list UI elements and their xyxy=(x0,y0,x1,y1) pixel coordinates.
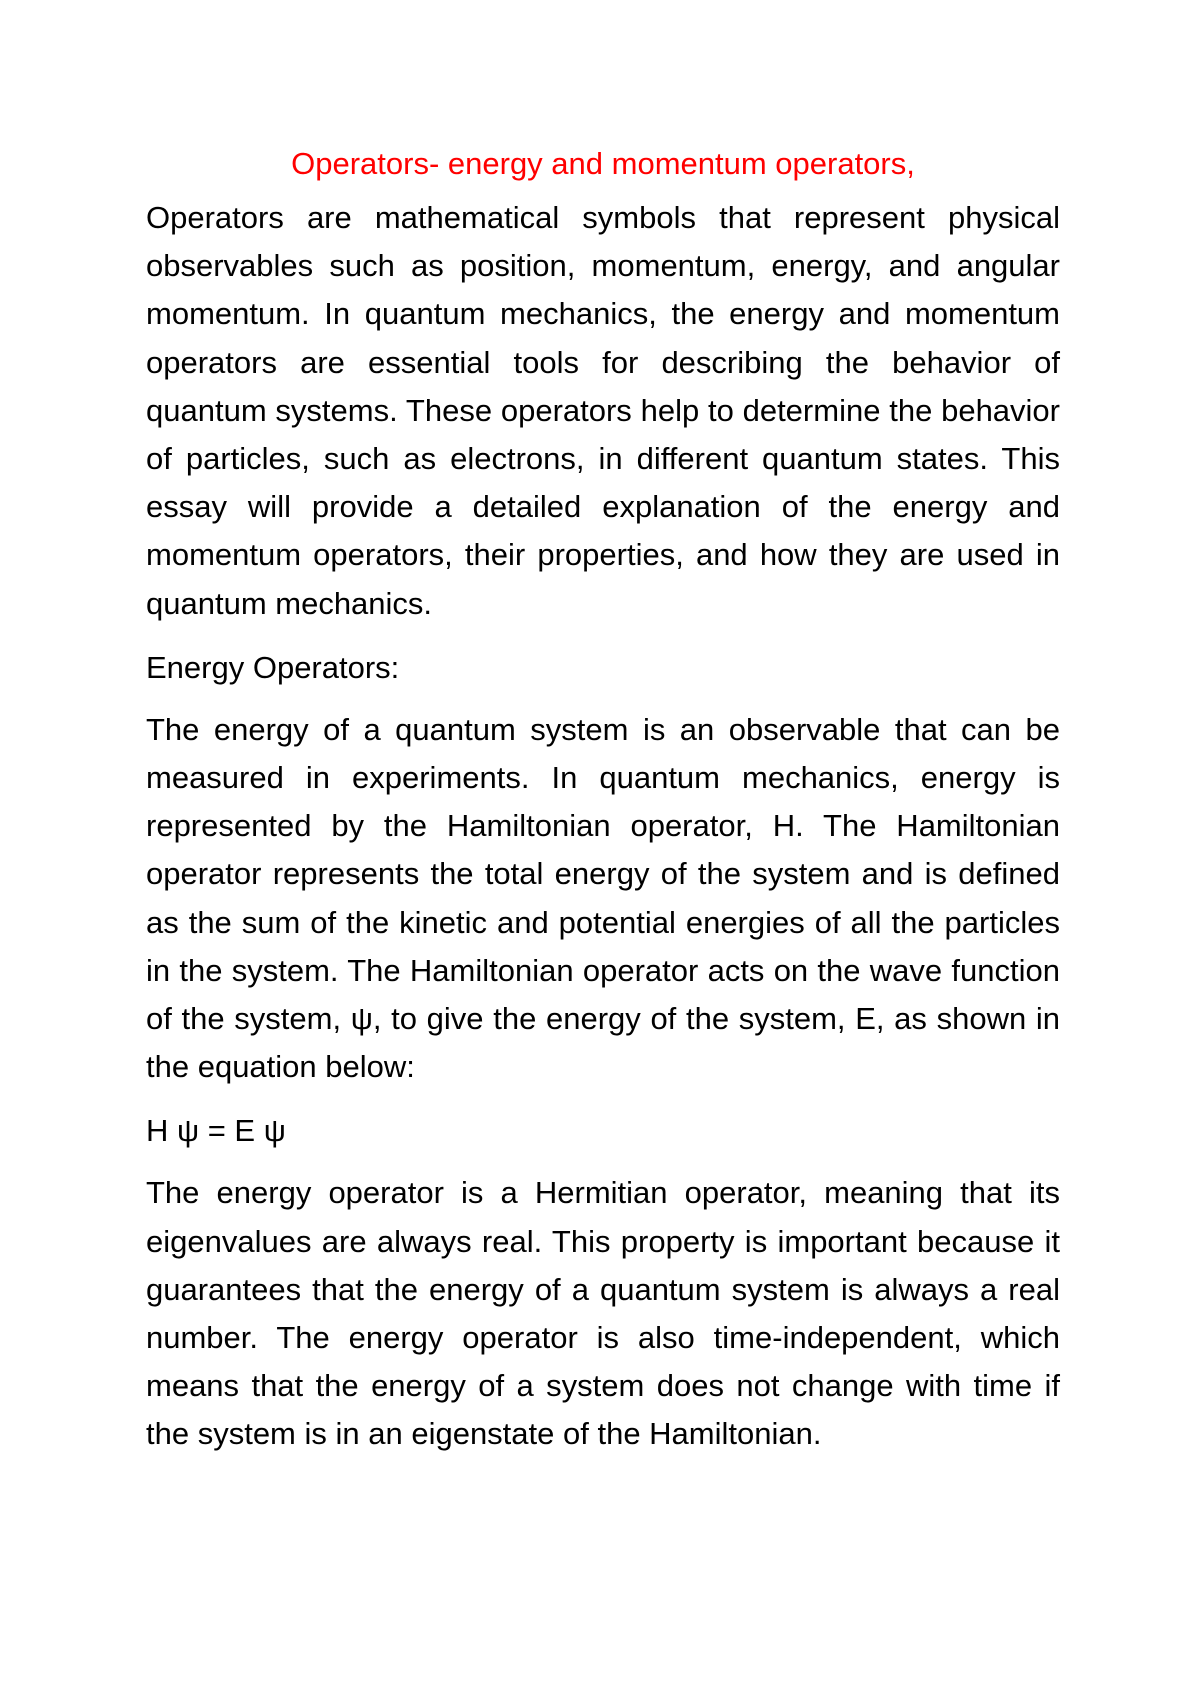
energy-paragraph-1: The energy of a quantum system is an observable that can be measured in experiments. In quantum mechanics, energy is represented by the Hamiltonian operator, H. The Hamiltonian operator represents the total energy of the system and is defined as the sum of the kinetic and potential energies of all the particles in the system. The Hamiltonian operator acts on the wave function of the system, ψ, to give the energy of the system, E, as shown in the equation below: xyxy=(146,711,1060,1085)
document-page xyxy=(146,140,1060,1475)
energy-operators-heading: Energy Operators: xyxy=(146,649,400,685)
schrodinger-equation: H ψ = E ψ xyxy=(146,1113,286,1149)
intro-paragraph: Operators are mathematical symbols that represent physical observables such as position, momentum, energy, and angular momentum. In quantum mechanics, the energy and momentum operators are essential tools for describing the behavior of quantum systems. These operators help to determine the behavior of particles, such as electrons, in different quantum states. This essay will provide a detailed explanation of the energy and momentum operators, their properties, and how they are used in quantum mechanics. xyxy=(146,200,1060,621)
document-title: Operators- energy and momentum operators, xyxy=(291,146,915,181)
energy-paragraph-2: The energy operator is a Hermitian operator, meaning that its eigenvalues are always real. This property is important because it guarantees that the energy of a quantum system is always a real number. The energy operator is also time-independent, which means that the energy of a system does not change with time if the system is in an eigenstate of the Hamiltonian. xyxy=(146,1175,1060,1452)
